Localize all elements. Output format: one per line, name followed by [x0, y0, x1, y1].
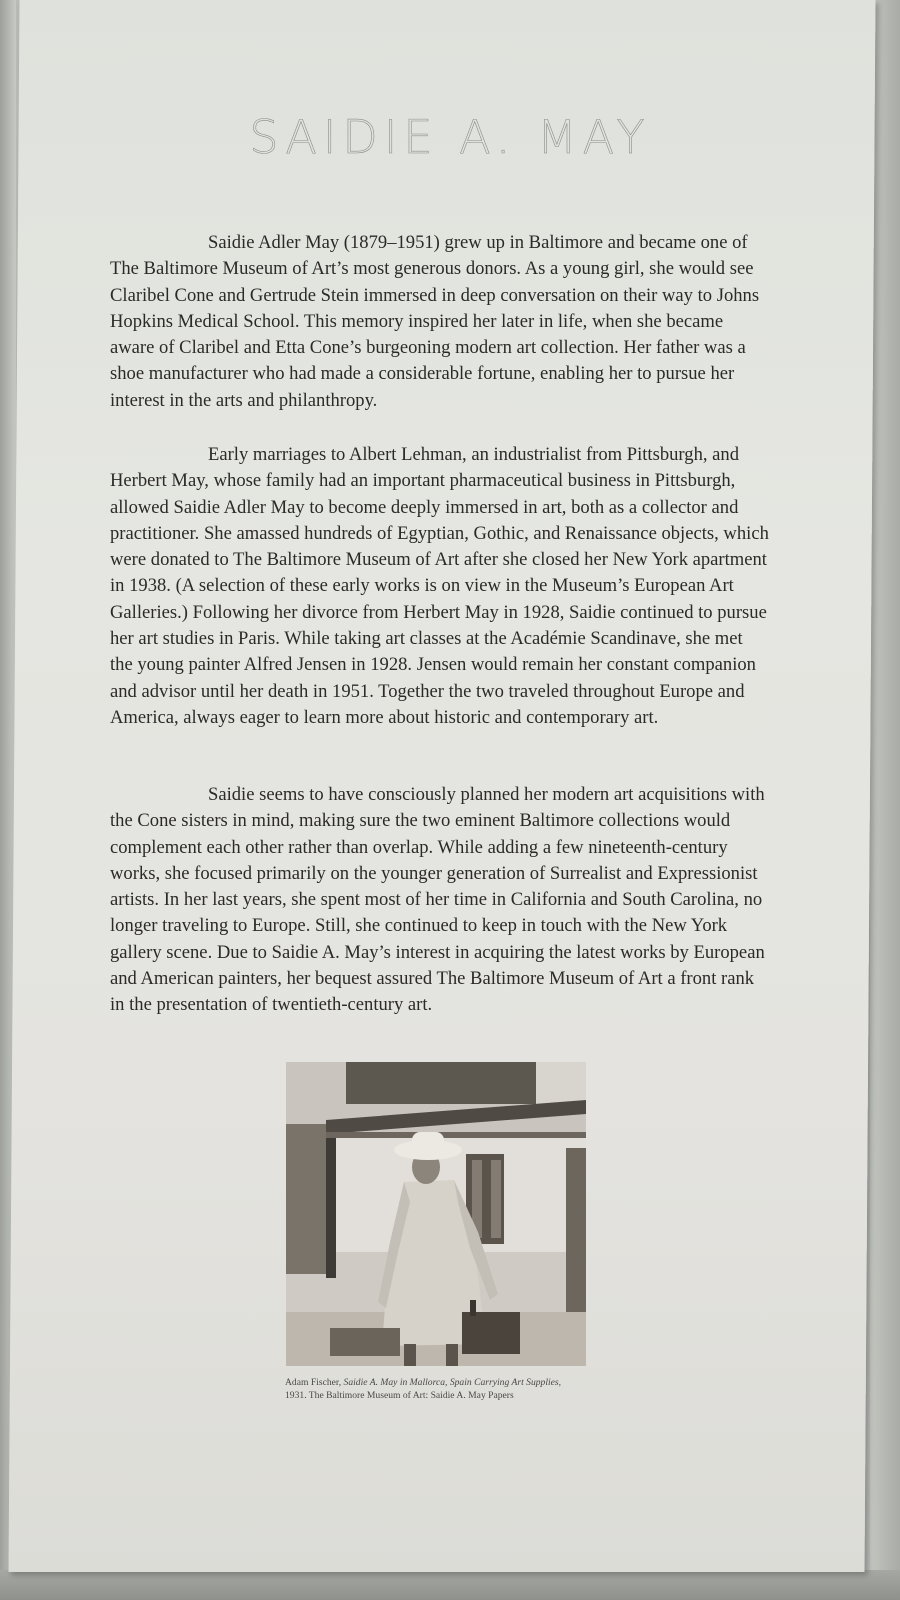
- caption-author: Adam Fischer,: [285, 1377, 342, 1388]
- paragraph-2-text: Early marriages to Albert Lehman, an industrialist from Pittsburgh, and Herbert May, whose family had an important pharmaceutical business in Pittsburgh, allowed Saidie Adler May to become deeply immersed in art, both as a collector and practitioner. She amassed hundreds of Egyptian, Gothic, and Renaissance objects, which were donated to The Baltimore Museum of Art after she closed her New York apartment in 1938. (A selection of these early works is on view in the Museum’s European Art Galleries.) Following her divorce from Herbert May in 1928, Saidie continued to pursue her art studies in Paris. While taking art classes at the Académie Scandinave, she met the young painter Alfred Jensen in 1928. Jensen would remain her constant companion and advisor until her death in 1951. Together the two traveled throughout Europe and America, always eager to learn more about historic and contemporary art.: [110, 444, 769, 728]
- caption-work-title: Saidie A. May in Mallorca, Spain Carrying Art Supplies,: [343, 1377, 562, 1388]
- wall-bottom-edge: [0, 1570, 900, 1600]
- photograph-illustration: [286, 1062, 586, 1366]
- historic-photograph: [286, 1062, 586, 1366]
- paragraph-1: [110, 230, 770, 414]
- paragraph-2: [110, 442, 770, 731]
- paragraph-3-text: Saidie seems to have consciously planned her modern art acquisitions with the Cone sisters in mind, making sure the two eminent Baltimore collections would complement each other rather than overlap. While adding a few nineteenth-century works, she focused primarily on the younger generation of Surrealist and Expressionist artists. In her last years, she spent most of her time in California and South Carolina, no longer traveling to Europe. Still, she continued to keep in touch with the New York gallery scene. Due to Saidie A. May’s interest in acquiring the latest works by European and American painters, her bequest assured The Baltimore Museum of Art a front rank in the presentation of twentieth-century art.: [110, 784, 765, 1016]
- caption-details: 1931. The Baltimore Museum of Art: Saidie A. May Papers: [285, 1390, 514, 1401]
- photo-caption: [285, 1376, 605, 1402]
- paragraph-1-text: Saidie Adler May (1879–1951) grew up in Baltimore and became one of The Baltimore Museum of Art’s most generous donors. As a young girl, she would see Claribel Cone and Gertrude Stein immersed in deep conversation on their way to Johns Hopkins Medical School. This memory inspired her later in life, when she became aware of Claribel and Etta Cone’s burgeoning modern art collection. Her father was a shoe manufacturer who had made a considerable fortune, enabling her to pursue her interest in the arts and philanthropy.: [110, 232, 760, 411]
- paragraph-3: [110, 782, 770, 1019]
- panel-title: SAIDIE A. MAY: [249, 110, 651, 164]
- wall-right-edge: [870, 0, 900, 1600]
